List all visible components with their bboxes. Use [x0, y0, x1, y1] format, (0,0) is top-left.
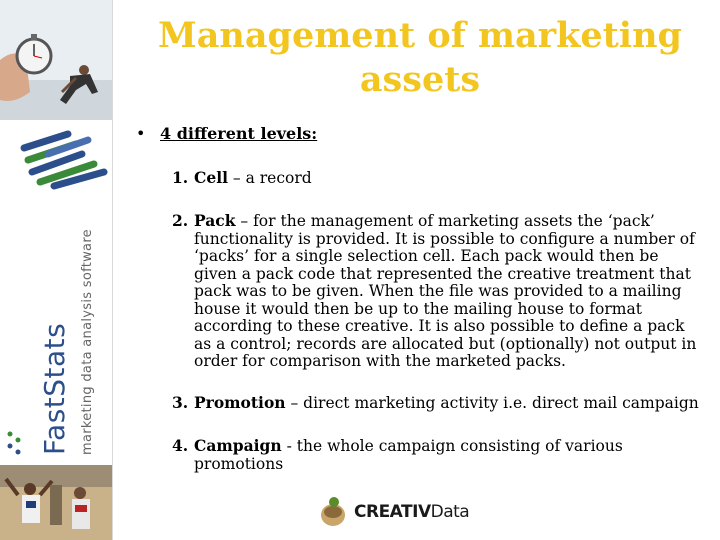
cylinders-graphic — [18, 128, 108, 190]
item-text — [194, 212, 704, 371]
item-number: 4. — [172, 436, 189, 455]
item-description: – a record — [227, 169, 312, 187]
decorative-dots — [6, 430, 28, 458]
sprinter-stopwatch-image — [0, 0, 112, 120]
item-number: 3. — [172, 393, 189, 412]
item-term: Campaign — [194, 436, 282, 455]
item-text — [194, 394, 704, 413]
brand-name: FastStats — [38, 322, 71, 455]
runners-image — [0, 465, 112, 540]
logo-emblem-icon — [318, 495, 348, 527]
item-number: 2. — [172, 211, 189, 230]
item-term: Cell — [194, 168, 228, 187]
item-term: Promotion — [194, 393, 286, 412]
creativdata-logo — [318, 493, 478, 531]
brand-tagline: marketing data analysis software — [80, 229, 95, 455]
levels-heading: 4 different levels: — [160, 124, 318, 143]
item-description: – direct marketing activity i.e. direct mail campaign — [285, 394, 699, 412]
slide-title: Management of marketing assets — [157, 15, 683, 100]
item-description: - the whole campaign consisting of various promotions — [194, 437, 623, 473]
logo-word-bold: CREATIV — [354, 502, 431, 522]
item-description: – for the management of marketing assets the ‘pack’ functionality is provided. It is possible to configure a number of ‘packs’ for a single selection cell. Each pack would then be given a pack code that represented the creative treatment that pack was to be given. When the file was provided to a mailing house it would then be up to the mailing house to format according to these creative. It is also possible to define a pack as a control; records are allocated but (optionally) not output in order for comparison with the marketed packs. — [194, 212, 697, 370]
logo-wordmark — [354, 502, 469, 522]
item-term: Pack — [194, 211, 236, 230]
left-sidebar — [0, 0, 113, 540]
logo-word-light: Data — [430, 502, 470, 522]
item-text — [194, 437, 704, 473]
item-text — [194, 169, 704, 188]
bullet-marker: • — [136, 124, 146, 143]
item-number: 1. — [172, 168, 189, 187]
